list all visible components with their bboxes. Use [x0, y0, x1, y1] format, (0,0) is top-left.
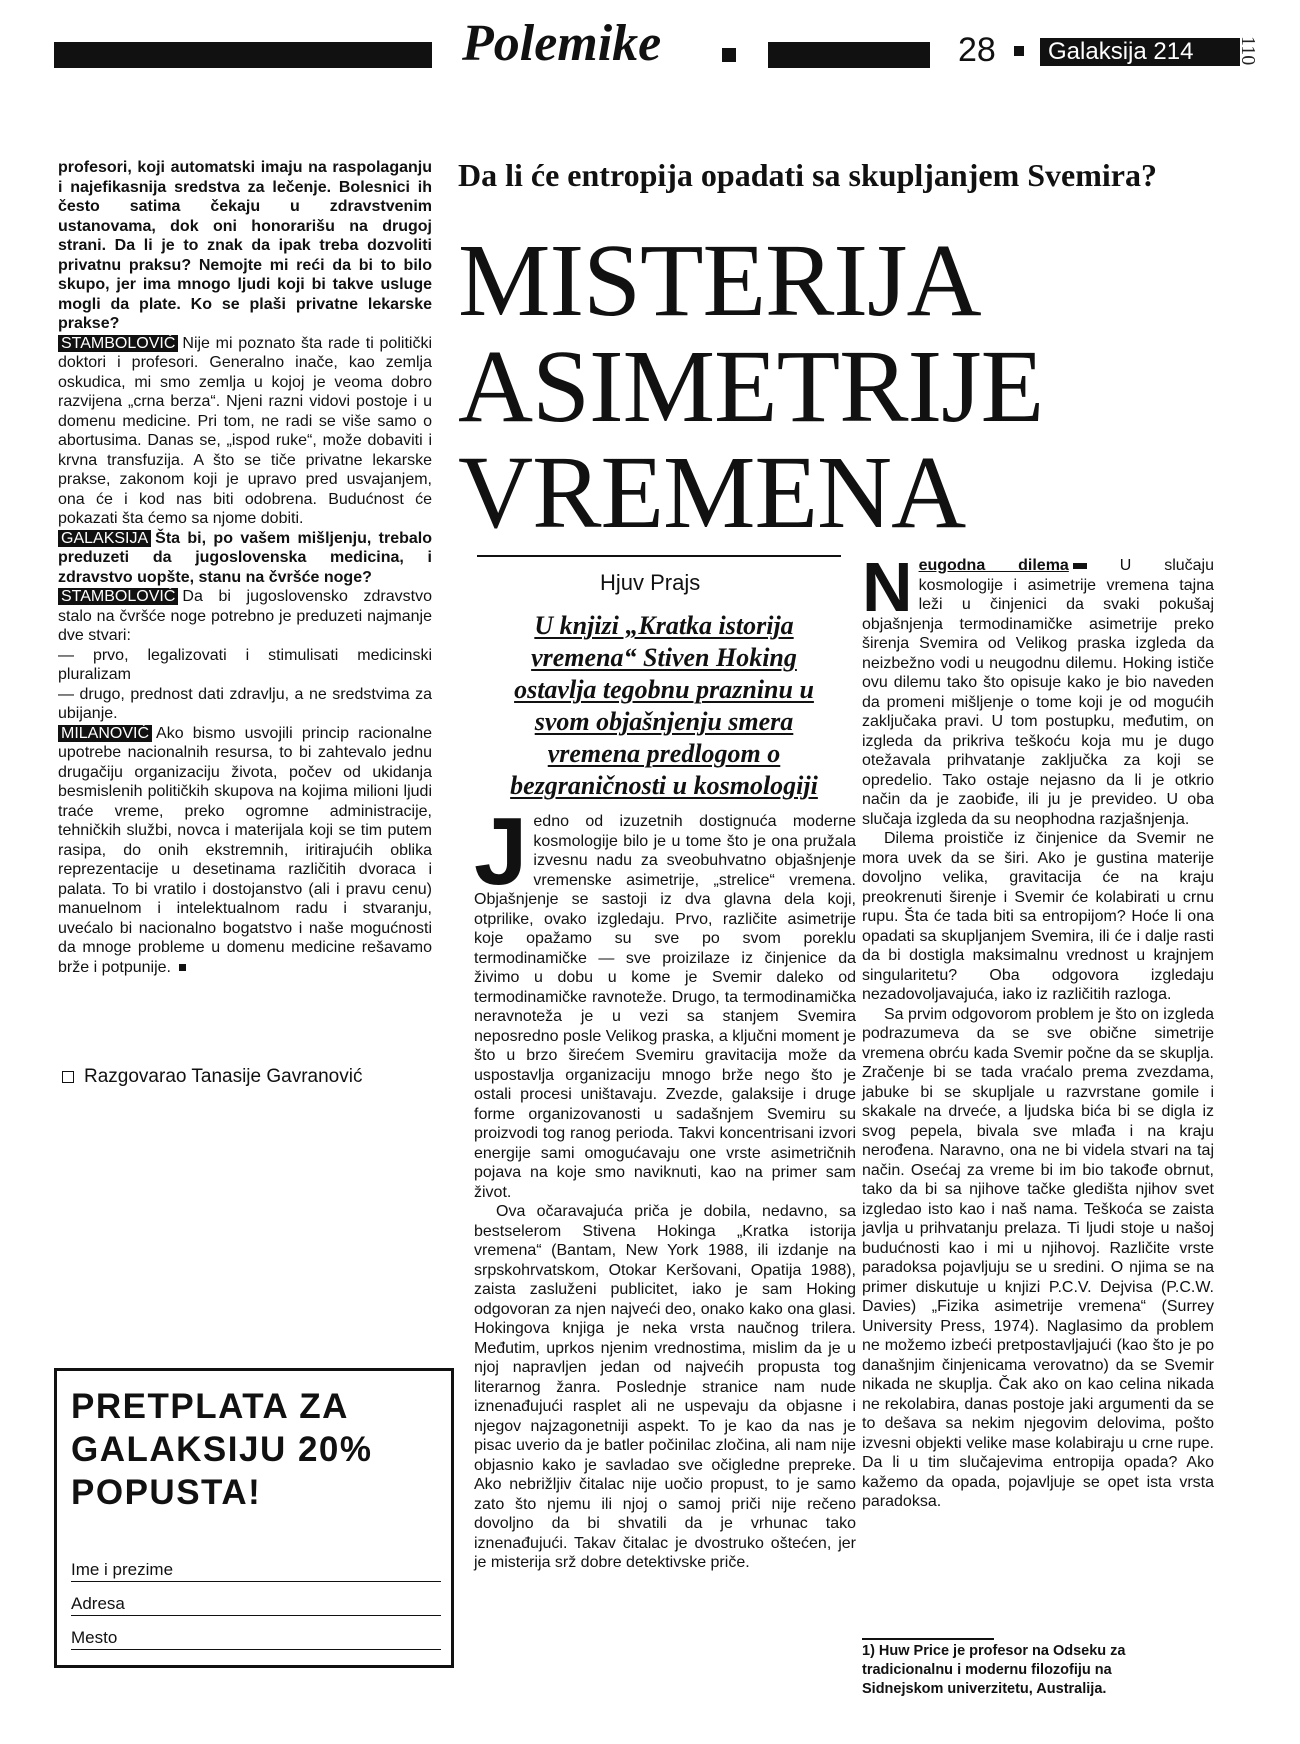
article-kicker: Da li će entropija opadati sa skupljanjem Svemira?	[458, 157, 1157, 193]
subhead: eugodna dilema	[918, 557, 1069, 574]
article-paragraph: Ova očaravajuća priča je dobila, nedavno, sa bestselerom Stivena Hokinga „Kratka istorija vremena“ (Bantam, New York 1988, ili izdanje na srpskohrvatskom, Otokar Keršovani, Opatija 1988), zaista zasluženi publicitet, iako je sam Hoking odgovoran za njen najveći deo, onako kako ona glasi. Hokingova knjiga je neka vrsta naučnog trilera. Međutim, uprkos njenim vrednostima, mislim da je u njoj napravljen jedan od najvećih propusta tog literarnog žanra. Poslednje stranice nam nude iznenađujući rasplet ali ne uspevaju da objasne i njegov najzagonetniji aspekt. To je kao da nas je pisac uverio da je batler počinilac zločina, ali nam nije objasnio kako je savladao sve očigledne prepreke. Ako nebrižljiv čitalac nije uočio propust, to je samo zato što njemu ili njoj o samoj priči nije rečeno dovoljno da bi shvatili da je vrhunac tako iznenađujući. Takav čitalac je dvostruko oštećen, jer je misterija srž dobre detektivske priče.	[474, 1203, 856, 1571]
section-title: Polemike	[462, 15, 662, 72]
speaker-tag: GALAKSIJA	[58, 530, 151, 547]
deck-line: vremena“ Stiven Hoking	[531, 643, 797, 672]
paragraph-text: U slučaju kosmologije i asimetrije vremena tajna leži u činjenici da svaki pokušaj objašnjenja termodinamičke asimetrije preko širenja Svemira od Velikog praska izgleda da neizbežno vodi u neugodnu dilemu. Hoking ističe ovu dilemu tako što opisuje kako je bio naveden da promeni mišljenje o tome koji je od mogućih zaključaka pravi. U tom postupku, međutim, on izgleda da prikriva teškoću koja mu je dugo otežavala prihvatanje zaključka za koji se opredelio. Tako ostaje nejasno da li je otkrio način da je zaobiđe, ili ju je prevideo. U oba slučaja izgleda da su neophodna razjašnjenja.	[862, 557, 1214, 828]
head-rule	[477, 555, 841, 557]
credit-text: Razgovarao Tanasije Gavranović	[84, 1066, 363, 1087]
speaker-tag: MILANOVIĆ	[58, 725, 152, 742]
article-headline: MISTERIJA ASIMETRIJE VREMENA	[458, 223, 1044, 550]
interview-answer	[58, 587, 432, 646]
article-paragraph: Dilema proističe iz činjenice da Svemir ne mora uvek da se širi. Ako je gustina materije dovoljno velika, gravitacija će na kraju preokrenuti širenje i Svemir će kolabirati u crnu rupu. Šta će tada biti sa entropijom? Hoće li ona opadati sa skupljanjem Svemira, ili će i dalje rasti da bi dostigla maksimalnu vrednost u krajnjem singularitetu? Oba odgovora izgledaju nezadovoljavajuća, iako iz različitih razloga.	[862, 830, 1214, 1003]
header-square	[722, 48, 736, 62]
subscription-title: PRETPLATA ZA GALAKSIJU 20% POPUSTA!	[71, 1387, 373, 1512]
interview-question	[58, 529, 432, 588]
article-paragraph	[862, 548, 1214, 829]
article-paragraph: Sa prvim odgovorom problem je što on izgleda podrazumeva da se sve obične simetrije vremena obrću kada Svemir počne da se skuplja. Zračenje bi se tada vraćalo prema zvezdama, jabuke bi se skupljale u razvrstane gomile i skakale na drveće, a ljudska bića bi se digla iz svog pepela, bivala sve mlađa i na kraju nerođena. Naravno, ona ne bi videla stvari na taj način. Osećaj za vreme bi im bio takođe obrnut, tako da bi sa njihove tačke gledišta njihov svet izgledao isto kao i naš nama. Teškoća se zaista javlja u prihvatanju prelaza. Ti ljudi stoje u našoj budućnosti kao i mi u njihovoj. Različite vrste paradoksa pojavljuju se u sredini. O njima se na primer diskutuje u knjizi P.C.V. Dejvisa (P.C.W. Davies) „Fizika asimetrije vremena“ (Surrey University Press, 1974). Naglasimo da problem ne možemo izbeći pretpostavljajući (kao što je po današnjim činjenicama verovatno) da se Svemir nikada ne skuplja. Čak ako on kao celina nikada ne rekolabira, danas postoje jaki argumenti da se to dešava sa nekim njegovim delovima, pošto izvesni objekti velike mase kolabiraju u crne rupe. Da li u tim slučajevima entropija opada? Ako kažemo da opada, pojavljuje se opet ista vrsta paradoksa.	[862, 1005, 1214, 1510]
deck-line: svom objašnjenju smera	[534, 707, 794, 736]
paragraph-text: edno od izuzetnih dostignuća moderne kosmologije bilo je u tome što je ona pružala izvesnu nadu za sveobuhvatno objašnjenje vremenske asimetrije, „strelice“ vremena. Objašnjenje se sastoji iz dva glavna dela koji, otprilike, ovako izgledaju. Prvo, različite asimetrije koje opažamo su sve po svom poreklu termodinamičke — sve proizilaze iz činjenice da živimo u dobu u kome je Svemir daleko od termodinamičke ravnoteže. Drugo, ta termodinamička neravnoteža je u vezi sa stanjem Svemira neposredno posle Velikog praska, a ključni moment je što u brzo širećem Svemiru gravitacija može da uspostavlja organizaciju mnogo brže nego što je ostali procesi uništavaju. Zvezde, galaksije i druge forme organizovanosti u sadašnjem Svemiru su proizvodi tog ranog perioda. Takvi koncentrisani izvori energije sami omogućavaju one vrste asimetričnih pojava na koje smo naviknuti, kao na primer sam život.	[474, 813, 856, 1201]
article-column-1	[474, 798, 856, 1573]
form-field-address[interactable]: Adresa	[71, 1593, 441, 1616]
answer-text: Nije mi poznato šta rade ti politički doktori i profesori. Generalno inače, kao zemlja oskudica, mi smo zemlja u kojoj je veoma dobro razvijena „crna berza“. Njeni razni vidovi postoje i u domenu medicine. Pri tom, ne radi se više samo o abortusima. Danas se, „ispod ruke“, može dobaviti i krvna transfuzija. A što se tiče privatne lekarske prakse, zakonom koji je upravo pred usvajanjem, ona će i kod nas biti odobrena. Budućnost će pokazati šta ćemo sa njome dobiti.	[58, 334, 432, 527]
form-field-city[interactable]: Mesto	[71, 1627, 441, 1650]
answer-text: Da bi jugoslovensko zdravstvo stalo na čvršće noge potrebno je preduzeti najmanje dve stvari:	[58, 588, 432, 644]
speaker-tag: STAMBOLOVIĆ	[58, 588, 178, 605]
interview-column	[58, 158, 432, 977]
deck-line: bezgraničnosti u kosmologiji	[510, 771, 818, 800]
interview-answer	[58, 334, 432, 529]
article-author: Hjuv Prajs	[600, 570, 701, 595]
article-paragraph	[474, 798, 856, 1202]
answer-list-item: — drugo, prednost dati zdravlju, a ne sredstvima za ubijanje.	[58, 685, 432, 722]
speaker-tag: STAMBOLOVIĆ	[58, 335, 178, 352]
deck-line: ostavlja tegobnu prazninu u	[514, 675, 814, 704]
header-rule-right	[768, 42, 930, 68]
deck-line: vremena predlogom o	[547, 739, 781, 768]
magazine-badge: Galaksija 214	[1040, 38, 1240, 66]
answer-list-item: — prvo, legalizovati i stimulisati medicinski pluralizam	[58, 646, 432, 683]
subscription-box	[54, 1368, 454, 1668]
form-field-name[interactable]: Ime i prezime	[71, 1559, 441, 1582]
header-rule-left	[54, 42, 432, 68]
article-deck	[474, 610, 854, 802]
deck-line: U knjizi „Kratka istorija	[534, 611, 794, 640]
footnote-rule	[862, 1638, 994, 1640]
header-square	[1014, 46, 1024, 56]
credit-box-icon	[62, 1071, 74, 1083]
page-number: 28	[958, 31, 996, 69]
interviewer-credit	[62, 1065, 362, 1089]
answer-text: Ako bismo usvojili princip racionalne upotrebe nacionalnih resursa, to bi zahtevalo jednu drugačiju organizaciju života, počev od ukidanja besmislenih političkih skupova na kojima milioni ljudi traće vreme, preko ogromne administracije, tehničkih službi, novca i materijala koji se tim putem rasipa, do onih ekstremnih, iritirajućih oblika reprezentacije u desetinama različitih dvoraca i palata. To bi vratilo i dostojanstvo (ali i pravu cenu) manuelnom i intelektualnom radu i stvaranju, uvećalo bi nacionalno bogatstvo i naše mogućnosti da mnoge probleme u domenu medicine rešavamo brže i potpunije.	[58, 724, 432, 976]
subhead-bar	[1073, 563, 1087, 569]
drop-cap: J	[474, 798, 528, 905]
interview-question: profesori, koji automatski imaju na raspolaganju i najefikasnija sredstva za lečenje. Bolesnici ih često satima čekaju u zdravstvenim ustanovama, dok oni honorarišu na drugoj strani. Da li je to znak da ipak treba dozvoliti privatnu praksu? Nemojte mi reći da bi to bilo skupo, jer ima mnogo ljudi koji bi takve usluge mogli da plate. Ko se plaši privatne lekarske prakse?	[58, 159, 432, 332]
article-column-2	[862, 548, 1214, 1512]
drop-cap: N	[862, 548, 913, 626]
interview-answer	[58, 724, 432, 978]
footnote: 1) Huw Price je profesor na Odseku za tradicionalnu i modernu filozofiju na Sidnejskom univerzitetu, Australija.	[862, 1643, 1126, 1697]
page-marker: 110	[1237, 36, 1259, 66]
question-text: Šta bi, po vašem mišljenju, trebalo preduzeti da jugoslovenska medicina, i zdravstvo uopšte, stanu na čvršće noge?	[58, 529, 432, 586]
end-mark	[179, 964, 186, 971]
